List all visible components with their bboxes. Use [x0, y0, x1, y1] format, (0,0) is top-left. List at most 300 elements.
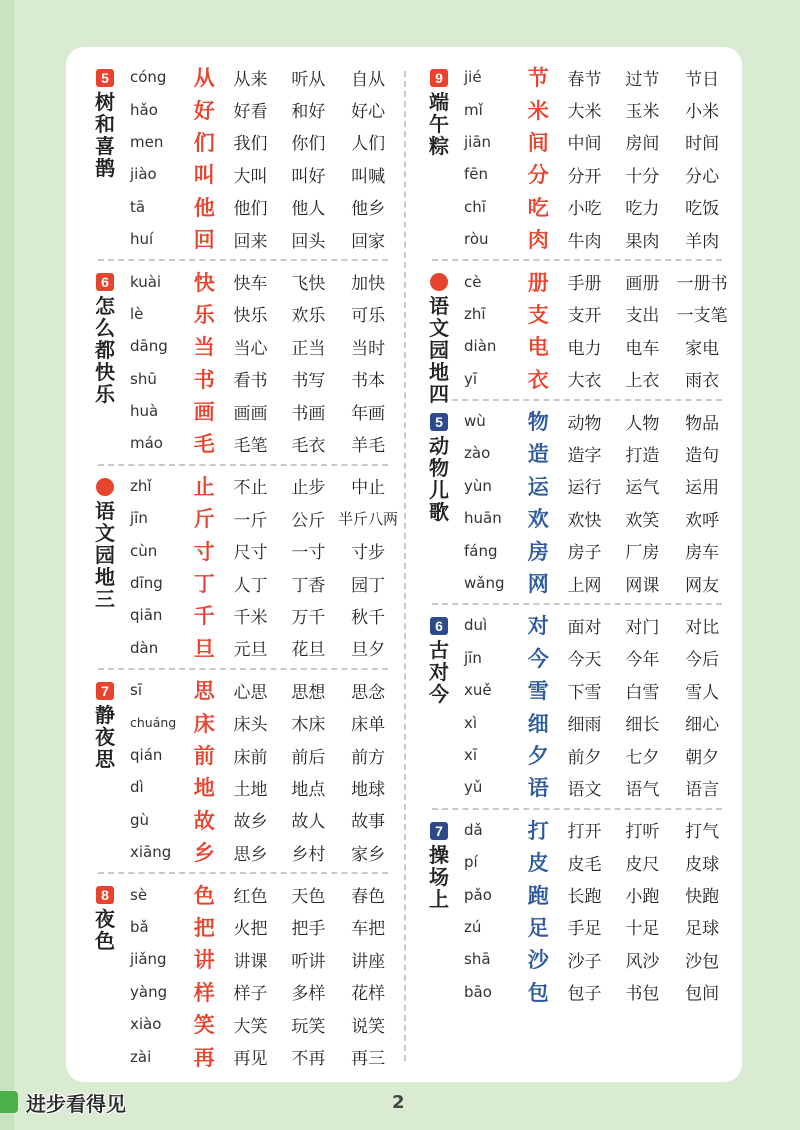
example-word: 思想 — [291, 682, 326, 703]
example-word: 半斤八两 — [337, 509, 398, 528]
lesson-label — [426, 617, 452, 705]
vocab-row — [410, 739, 732, 771]
lesson-title-char: 三 — [95, 586, 115, 611]
lesson-separator — [432, 603, 722, 605]
lesson-separator — [98, 259, 388, 261]
key-character: 包 — [527, 980, 549, 1005]
example-word: 地球 — [351, 779, 386, 800]
key-character: 衣 — [527, 367, 549, 392]
example-word: 回来 — [233, 231, 268, 252]
vocab-row — [76, 534, 398, 566]
lesson-separator — [432, 808, 722, 810]
vocab-row — [410, 61, 732, 93]
vocab-row — [76, 1040, 398, 1072]
vocab-row — [76, 1008, 398, 1040]
lesson-title-char: 静 — [95, 703, 115, 728]
pinyin: pǎo — [464, 885, 492, 904]
example-word: 当时 — [351, 338, 386, 359]
example-word: 今年 — [625, 650, 660, 671]
example-word: 好心 — [351, 102, 386, 123]
example-word: 皮球 — [685, 854, 720, 875]
example-word: 电力 — [567, 338, 602, 359]
lesson-title-char: 喜 — [95, 134, 115, 158]
garden-dot-icon — [96, 478, 114, 496]
key-character: 跑 — [527, 883, 549, 908]
lesson-title-char: 么 — [95, 316, 115, 341]
vocab-row — [76, 674, 398, 706]
lesson-title-char: 和 — [95, 112, 115, 136]
key-character: 色 — [193, 883, 215, 908]
pinyin: dīng — [130, 574, 163, 593]
lesson-block — [410, 61, 732, 255]
example-word: 厂房 — [625, 543, 660, 564]
example-word: 中止 — [351, 478, 386, 499]
lesson-title-char: 色 — [95, 929, 115, 954]
example-word: 一斤 — [233, 510, 268, 531]
example-word: 欢笑 — [625, 510, 660, 531]
lesson-separator — [432, 259, 722, 261]
vocab-row — [76, 878, 398, 910]
key-character: 欢 — [527, 507, 549, 532]
example-word: 语言 — [685, 779, 720, 800]
example-word: 羊肉 — [685, 231, 720, 252]
key-character: 笑 — [193, 1013, 215, 1038]
pinyin: huí — [130, 230, 154, 249]
lesson-title-char: 对 — [429, 660, 449, 685]
lesson-title-char: 乐 — [95, 382, 115, 407]
example-word: 故乡 — [233, 812, 268, 833]
example-word: 中间 — [567, 134, 602, 155]
key-character: 房 — [527, 539, 549, 564]
example-word: 从来 — [233, 69, 268, 90]
key-character: 间 — [527, 130, 549, 155]
vocab-row — [410, 842, 732, 878]
vocab-row — [410, 405, 732, 437]
key-character: 物 — [527, 410, 549, 435]
vocab-row — [410, 330, 732, 362]
vocab-row — [76, 90, 398, 125]
example-word: 思乡 — [233, 844, 268, 865]
lesson-number-badge: 5 — [430, 413, 448, 431]
lesson-block — [410, 265, 732, 407]
lesson-label — [426, 822, 452, 910]
lesson-number-badge: 6 — [430, 617, 448, 635]
example-word: 七夕 — [625, 747, 660, 768]
key-character: 米 — [527, 98, 549, 123]
example-word: 欢乐 — [291, 306, 326, 327]
example-word: 快车 — [233, 274, 268, 295]
example-word: 玩笑 — [291, 1016, 326, 1037]
pinyin: tā — [130, 197, 146, 216]
vocab-row — [76, 943, 398, 975]
example-word: 白雪 — [625, 682, 660, 703]
vocabulary-card — [66, 47, 742, 1082]
example-word: 听讲 — [291, 951, 326, 972]
example-word: 他乡 — [351, 199, 386, 220]
example-word: 风沙 — [625, 951, 660, 972]
example-word: 叫好 — [291, 166, 326, 187]
vocab-row — [76, 564, 398, 599]
pinyin: zhī — [464, 304, 486, 323]
example-word: 足球 — [685, 919, 720, 940]
example-word: 书包 — [625, 984, 660, 1005]
example-word: 再见 — [233, 1049, 268, 1070]
pinyin: yǔ — [464, 778, 483, 797]
vocab-row — [410, 642, 732, 674]
pinyin: dāng — [130, 337, 168, 356]
example-word: 大衣 — [567, 371, 602, 392]
lesson-title-char: 怎 — [95, 294, 115, 319]
lesson-title-char: 午 — [429, 112, 449, 136]
example-word: 语文 — [567, 779, 602, 800]
example-word: 千米 — [233, 607, 268, 628]
example-word: 朝夕 — [685, 747, 720, 768]
example-word: 人们 — [351, 134, 386, 155]
example-word: 网课 — [625, 575, 660, 596]
lesson-number-badge: 8 — [96, 886, 114, 904]
pinyin: dì — [130, 778, 144, 797]
lesson-title-char: 鹊 — [95, 156, 115, 180]
example-word: 前夕 — [567, 747, 602, 768]
lesson-title-char: 上 — [429, 886, 449, 911]
lesson-title-char: 树 — [95, 90, 115, 114]
example-word: 打造 — [625, 445, 660, 466]
example-word: 一寸 — [291, 543, 326, 564]
example-word: 分开 — [567, 166, 602, 187]
example-word: 红色 — [233, 887, 268, 908]
example-word: 电车 — [625, 338, 660, 359]
lesson-title-char: 四 — [429, 382, 449, 407]
pinyin: kuài — [130, 272, 162, 291]
example-word: 讲课 — [233, 951, 268, 972]
lesson-label — [92, 478, 118, 610]
example-word: 书写 — [291, 371, 326, 392]
example-word: 元旦 — [233, 640, 268, 661]
vocab-row — [410, 567, 732, 599]
example-word: 回家 — [351, 231, 386, 252]
example-word: 上网 — [567, 575, 602, 596]
vocab-row — [76, 771, 398, 803]
vocab-row — [76, 804, 398, 836]
vocab-row — [410, 126, 732, 158]
pinyin: zào — [464, 444, 491, 463]
key-character: 好 — [193, 98, 215, 123]
vocab-row — [76, 599, 398, 631]
key-character: 丁 — [193, 572, 215, 597]
key-character: 画 — [193, 400, 215, 425]
key-character: 前 — [193, 744, 215, 768]
lesson-label — [426, 413, 452, 523]
vocab-row — [410, 499, 732, 534]
pinyin: huān — [464, 509, 502, 528]
example-word: 书画 — [291, 403, 326, 424]
lesson-block — [410, 405, 732, 599]
pinyin: gù — [130, 810, 150, 829]
pinyin: jiào — [130, 165, 157, 184]
example-word: 支出 — [625, 306, 660, 327]
key-character: 从 — [193, 66, 215, 91]
lesson-title-char: 都 — [95, 338, 115, 363]
example-word: 下雪 — [567, 682, 602, 703]
example-word: 多样 — [291, 984, 326, 1005]
example-word: 年画 — [351, 403, 386, 424]
pinyin: cóng — [130, 68, 167, 87]
example-word: 园丁 — [351, 575, 386, 596]
pinyin: jīn — [464, 648, 482, 667]
pinyin: xiào — [130, 1015, 162, 1034]
left-column — [76, 61, 398, 1073]
lesson-title-char: 地 — [95, 564, 115, 589]
example-word: 可乐 — [351, 306, 386, 327]
example-word: 说笑 — [351, 1016, 386, 1037]
vocab-row — [76, 498, 398, 534]
example-word: 旦夕 — [351, 640, 386, 661]
example-word: 秋千 — [351, 607, 386, 628]
lesson-title-char: 语 — [429, 294, 449, 319]
example-word: 丁香 — [291, 575, 326, 596]
key-character: 夕 — [527, 744, 549, 768]
example-word: 你们 — [291, 134, 326, 155]
example-word: 快跑 — [685, 887, 720, 908]
example-word: 春节 — [567, 69, 602, 90]
example-word: 家乡 — [351, 844, 386, 865]
example-word: 春色 — [351, 887, 386, 908]
key-character: 册 — [527, 270, 549, 295]
key-character: 斤 — [193, 507, 215, 532]
example-word: 分心 — [685, 166, 720, 187]
example-word: 上衣 — [625, 371, 660, 392]
pinyin: hǎo — [130, 100, 158, 119]
lesson-title-char: 操 — [429, 842, 449, 867]
lesson-block — [76, 61, 398, 255]
key-character: 对 — [527, 614, 549, 639]
pinyin: wù — [464, 412, 486, 431]
vocab-row — [410, 191, 732, 223]
example-word: 毛衣 — [291, 435, 326, 456]
vocab-row — [410, 223, 732, 255]
pinyin: xī — [464, 746, 478, 764]
example-word: 长跑 — [567, 887, 602, 908]
lesson-label — [92, 69, 118, 179]
vocab-row — [76, 427, 398, 459]
example-word: 不止 — [233, 478, 268, 499]
example-word: 房车 — [685, 543, 720, 564]
vocab-row — [410, 470, 732, 502]
lesson-title-char: 思 — [95, 747, 115, 772]
vocab-row — [76, 223, 398, 255]
example-word: 今后 — [685, 650, 720, 671]
example-word: 物品 — [685, 413, 720, 434]
example-word: 木床 — [291, 715, 326, 736]
vocab-row — [76, 703, 398, 738]
example-word: 包间 — [685, 984, 720, 1005]
example-word: 加快 — [351, 274, 386, 295]
pinyin: duì — [464, 616, 488, 635]
pinyin: jiān — [464, 132, 492, 151]
example-word: 叫喊 — [351, 166, 386, 187]
example-word: 毛笔 — [233, 435, 268, 456]
example-word: 大叫 — [233, 166, 268, 187]
pinyin: dàn — [130, 638, 159, 657]
example-word: 手足 — [567, 919, 602, 940]
example-word: 人丁 — [233, 575, 268, 596]
example-word: 床头 — [233, 715, 268, 736]
pinyin: lè — [130, 304, 144, 323]
example-word: 打听 — [625, 822, 660, 843]
example-word: 床单 — [351, 715, 386, 736]
key-character: 打 — [527, 818, 549, 843]
pinyin: sè — [130, 885, 148, 904]
vocab-row — [410, 911, 732, 943]
lesson-block — [410, 814, 732, 1008]
example-word: 果肉 — [625, 231, 660, 252]
key-character: 支 — [527, 302, 549, 327]
example-word: 过节 — [625, 69, 660, 90]
pinyin: zài — [130, 1047, 152, 1066]
example-word: 我们 — [233, 134, 268, 155]
key-character: 沙 — [527, 948, 549, 973]
example-word: 人物 — [625, 413, 660, 434]
vocab-row — [410, 158, 732, 190]
key-character: 再 — [193, 1045, 215, 1070]
pinyin: cùn — [130, 541, 158, 560]
lesson-title-char: 园 — [429, 338, 449, 363]
example-word: 火把 — [233, 919, 268, 940]
pinyin: bǎ — [130, 917, 149, 936]
pinyin: xuě — [464, 681, 492, 700]
vocab-row — [76, 126, 398, 158]
example-word: 心思 — [233, 682, 268, 703]
lesson-number-badge: 5 — [96, 69, 114, 87]
pinyin: shū — [130, 369, 157, 388]
example-word: 一册书 — [676, 274, 728, 295]
example-word: 回头 — [291, 231, 326, 252]
example-word: 前后 — [291, 747, 326, 768]
lesson-block — [76, 878, 398, 1072]
example-word: 尺寸 — [233, 543, 268, 564]
example-word: 不再 — [291, 1049, 326, 1070]
key-character: 乐 — [193, 302, 215, 327]
example-word: 地点 — [291, 779, 326, 800]
example-word: 一支笔 — [676, 306, 728, 327]
example-word: 快乐 — [233, 306, 268, 327]
example-word: 手册 — [567, 274, 602, 295]
example-word: 把手 — [291, 919, 326, 940]
vocab-row — [76, 330, 398, 362]
lesson-title-char: 粽 — [429, 134, 449, 158]
lesson-title-char: 古 — [429, 638, 449, 663]
pinyin: máo — [130, 434, 163, 453]
vocab-row — [410, 298, 732, 330]
lesson-title-char: 歌 — [429, 499, 449, 524]
lesson-block — [76, 470, 398, 664]
key-character: 床 — [193, 711, 215, 736]
lesson-label — [92, 886, 118, 952]
example-word: 欢快 — [567, 510, 602, 531]
vocab-row — [410, 943, 732, 975]
pinyin: wǎng — [464, 574, 505, 593]
key-character: 当 — [193, 335, 215, 360]
example-word: 天色 — [291, 887, 326, 908]
vocab-row — [76, 739, 398, 771]
lesson-block — [410, 609, 732, 803]
column-divider — [404, 71, 406, 1061]
pinyin: cè — [464, 272, 482, 291]
vocab-row — [76, 298, 398, 330]
pinyin: bāo — [464, 982, 492, 1001]
example-word: 十分 — [625, 166, 660, 187]
vocab-row — [410, 609, 732, 641]
lesson-label — [92, 682, 118, 770]
pinyin: zú — [464, 917, 482, 936]
pinyin: jiǎng — [130, 950, 167, 969]
example-word: 样子 — [233, 984, 268, 1005]
key-character: 讲 — [193, 948, 215, 973]
lesson-label — [92, 273, 118, 405]
key-character: 足 — [527, 915, 549, 940]
example-word: 小跑 — [625, 887, 660, 908]
pinyin: yī — [464, 369, 478, 388]
pinyin: zhǐ — [130, 476, 152, 495]
vocab-row — [76, 632, 398, 664]
key-character: 旦 — [193, 636, 215, 661]
example-word: 正当 — [291, 338, 326, 359]
pinyin: mǐ — [464, 100, 483, 119]
example-word: 车把 — [351, 919, 386, 940]
pinyin: shā — [464, 950, 491, 969]
pinyin: dǎ — [464, 820, 483, 839]
vocab-row — [410, 534, 732, 566]
example-word: 讲座 — [351, 951, 386, 972]
example-word: 止步 — [291, 478, 326, 499]
vocab-row — [410, 674, 732, 706]
lesson-number-badge: 7 — [96, 682, 114, 700]
key-character: 乡 — [193, 841, 215, 866]
pinyin: ròu — [464, 230, 489, 249]
example-word: 画册 — [625, 274, 660, 295]
example-word: 房子 — [567, 543, 602, 564]
background-stripe — [0, 0, 14, 1130]
example-word: 听从 — [291, 69, 326, 90]
key-character: 地 — [193, 776, 215, 801]
vocab-row — [410, 433, 732, 469]
garden-dot-icon — [430, 273, 448, 291]
pinyin: fáng — [464, 541, 498, 560]
vocab-row — [76, 265, 398, 297]
lesson-title-char: 物 — [429, 455, 449, 480]
key-character: 运 — [527, 474, 549, 499]
example-word: 看书 — [233, 371, 268, 392]
example-word: 玉米 — [625, 102, 660, 123]
key-character: 雪 — [527, 679, 549, 704]
pinyin: qiān — [130, 606, 163, 625]
lesson-label — [426, 69, 452, 157]
pinyin: jié — [464, 68, 482, 87]
vocab-row — [76, 470, 398, 502]
example-word: 小米 — [685, 102, 720, 123]
example-word: 飞快 — [291, 274, 326, 295]
key-character: 细 — [527, 711, 549, 736]
lesson-title-char: 语 — [95, 498, 115, 523]
key-character: 语 — [527, 776, 549, 801]
lesson-title-char: 夜 — [95, 907, 115, 932]
lesson-title-char: 文 — [429, 316, 449, 341]
example-word: 雨衣 — [685, 371, 720, 392]
vocab-row — [410, 90, 732, 125]
example-word: 故人 — [291, 812, 326, 833]
example-word: 节日 — [685, 69, 720, 90]
key-character: 分 — [527, 163, 549, 188]
